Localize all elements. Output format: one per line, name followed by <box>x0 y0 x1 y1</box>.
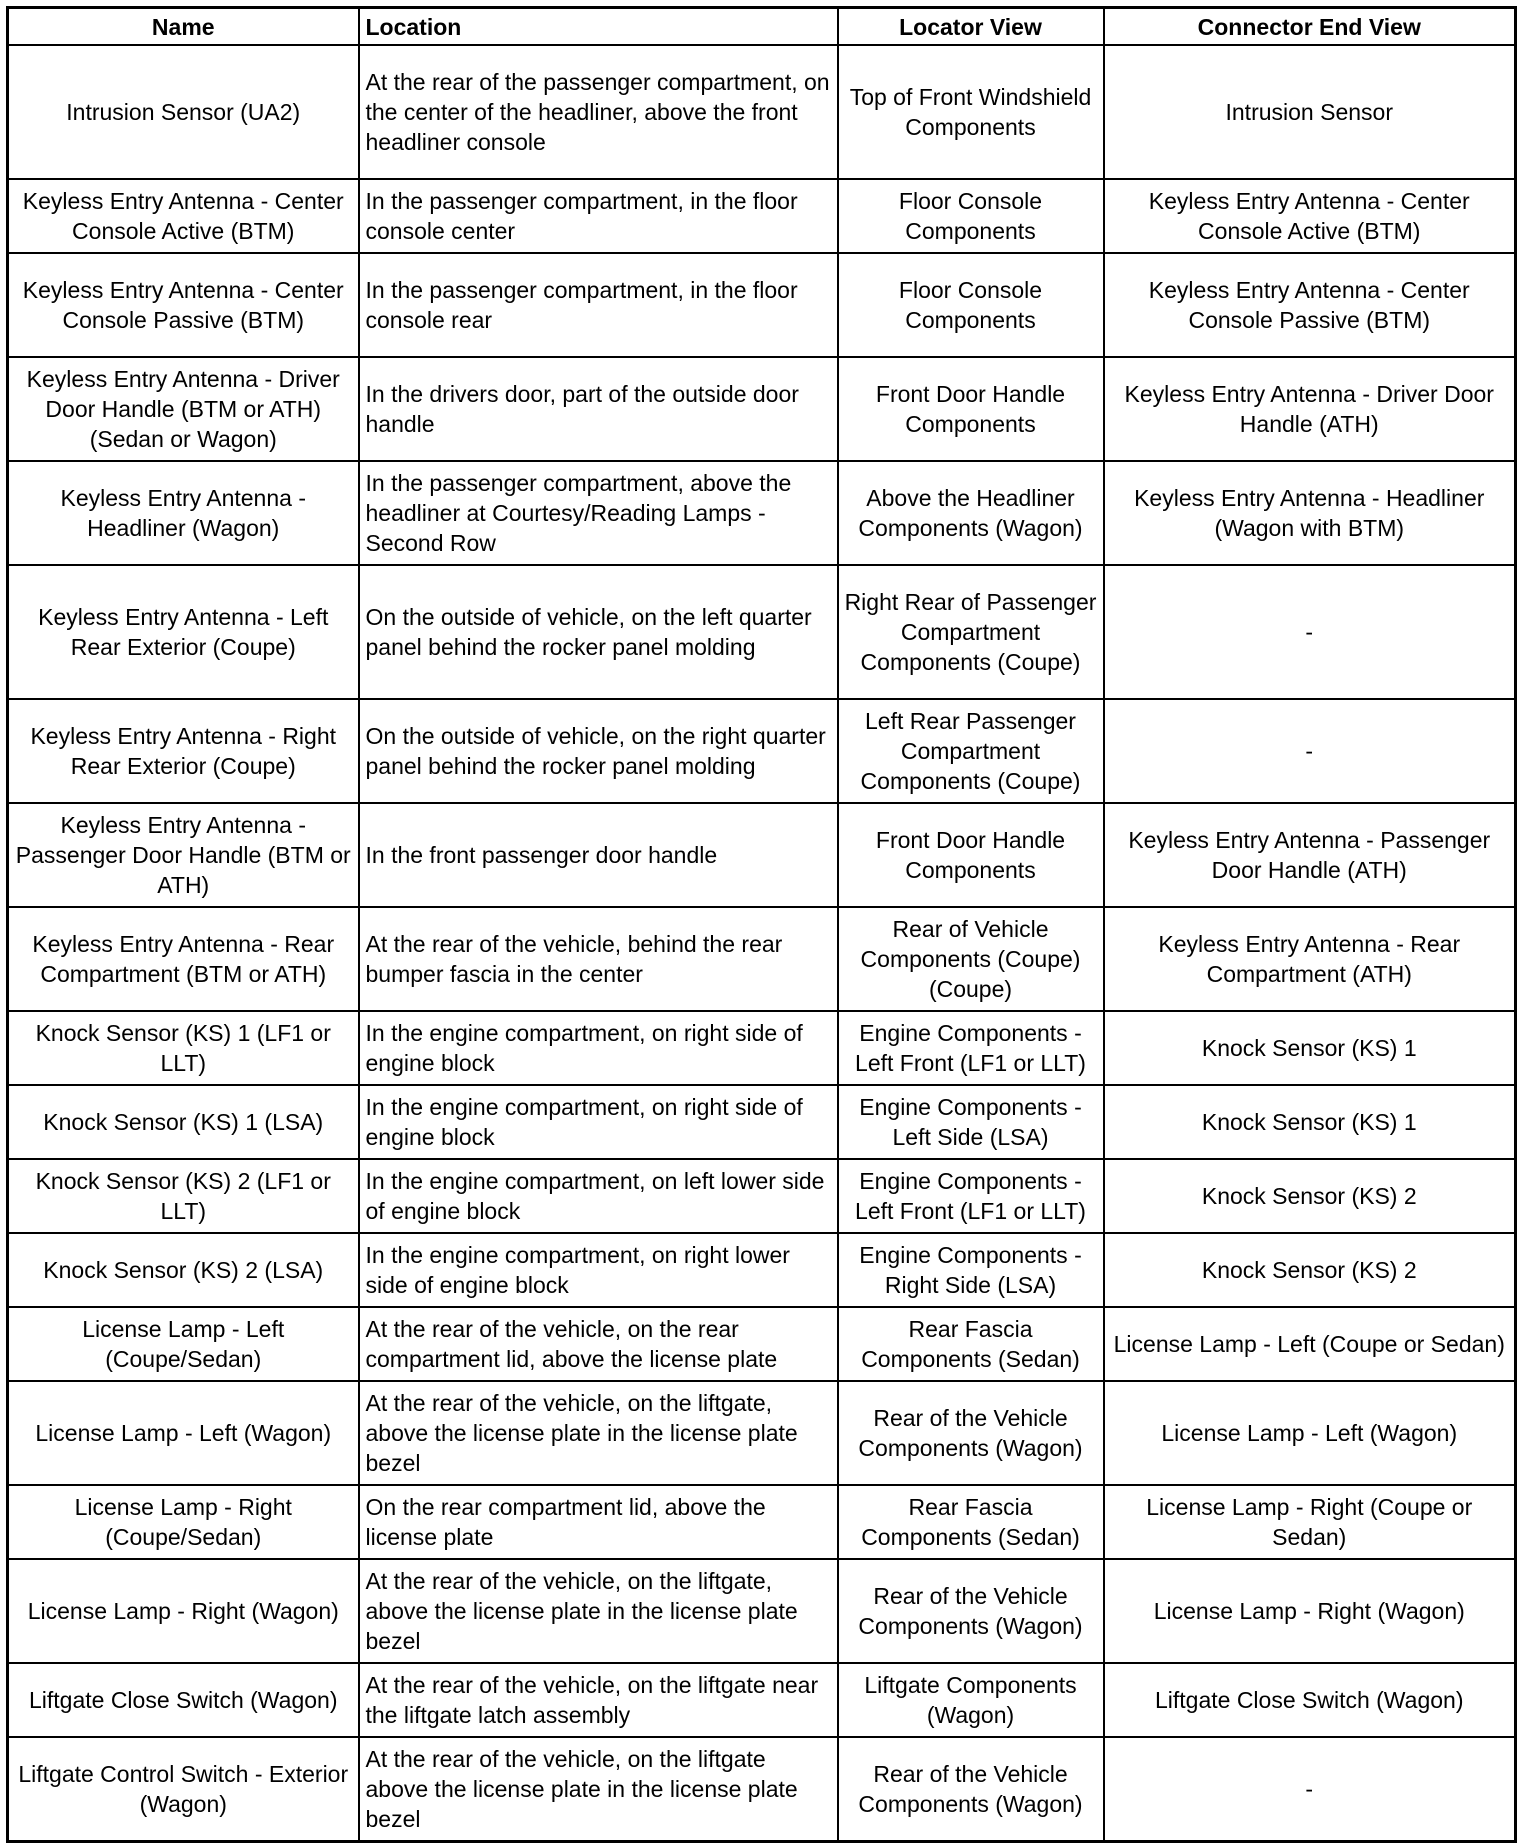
table-row <box>8 461 1516 565</box>
table-row <box>8 907 1516 1011</box>
cell-location: At the rear of the vehicle, on the liftgate, above the license plate in the license plate bezel <box>359 1559 838 1663</box>
cell-name: Keyless Entry Antenna - Center Console Passive (BTM) <box>8 253 359 357</box>
component-locator-table-container <box>6 6 1514 1843</box>
cell-name: License Lamp - Left (Coupe/Sedan) <box>8 1307 359 1381</box>
cell-location: In the passenger compartment, above the headliner at Courtesy/Reading Lamps - Second Row <box>359 461 838 565</box>
cell-name: Intrusion Sensor (UA2) <box>8 45 359 179</box>
cell-name: Keyless Entry Antenna - Right Rear Exterior (Coupe) <box>8 699 359 803</box>
cell-connector-end-view: Keyless Entry Antenna - Center Console Active (BTM) <box>1104 179 1516 253</box>
cell-locator-view: Front Door Handle Components <box>838 357 1104 461</box>
header-locator-view: Locator View <box>838 8 1104 46</box>
component-locator-table <box>6 6 1517 1843</box>
table-row <box>8 1381 1516 1485</box>
cell-location: At the rear of the vehicle, behind the rear bumper fascia in the center <box>359 907 838 1011</box>
table-row <box>8 1307 1516 1381</box>
cell-name: Keyless Entry Antenna - Passenger Door Handle (BTM or ATH) <box>8 803 359 907</box>
cell-locator-view: Above the Headliner Components (Wagon) <box>838 461 1104 565</box>
cell-locator-view: Engine Components - Right Side (LSA) <box>838 1233 1104 1307</box>
table-row <box>8 1559 1516 1663</box>
table-row <box>8 1737 1516 1842</box>
table-row <box>8 357 1516 461</box>
cell-location: At the rear of the passenger compartment, on the center of the headliner, above the front headliner console <box>359 45 838 179</box>
cell-connector-end-view: License Lamp - Right (Wagon) <box>1104 1559 1516 1663</box>
cell-connector-end-view: Knock Sensor (KS) 2 <box>1104 1159 1516 1233</box>
cell-location: On the outside of vehicle, on the left quarter panel behind the rocker panel molding <box>359 565 838 699</box>
cell-location: On the rear compartment lid, above the license plate <box>359 1485 838 1559</box>
cell-location: In the drivers door, part of the outside door handle <box>359 357 838 461</box>
table-row <box>8 1663 1516 1737</box>
cell-connector-end-view: Knock Sensor (KS) 2 <box>1104 1233 1516 1307</box>
table-row <box>8 803 1516 907</box>
cell-locator-view: Engine Components - Left Side (LSA) <box>838 1085 1104 1159</box>
cell-connector-end-view: License Lamp - Left (Coupe or Sedan) <box>1104 1307 1516 1381</box>
cell-locator-view: Rear of the Vehicle Components (Wagon) <box>838 1381 1104 1485</box>
table-row <box>8 1159 1516 1233</box>
cell-locator-view: Rear Fascia Components (Sedan) <box>838 1485 1104 1559</box>
cell-connector-end-view: Keyless Entry Antenna - Center Console Passive (BTM) <box>1104 253 1516 357</box>
cell-location: In the passenger compartment, in the floor console rear <box>359 253 838 357</box>
table-row <box>8 565 1516 699</box>
cell-locator-view: Top of Front Windshield Components <box>838 45 1104 179</box>
table-header-row <box>8 8 1516 46</box>
cell-locator-view: Engine Components - Left Front (LF1 or LLT) <box>838 1011 1104 1085</box>
cell-connector-end-view: License Lamp - Left (Wagon) <box>1104 1381 1516 1485</box>
cell-name: Knock Sensor (KS) 2 (LSA) <box>8 1233 359 1307</box>
cell-name: License Lamp - Left (Wagon) <box>8 1381 359 1485</box>
cell-location: In the engine compartment, on left lower side of engine block <box>359 1159 838 1233</box>
table-row <box>8 1085 1516 1159</box>
cell-name: Keyless Entry Antenna - Headliner (Wagon) <box>8 461 359 565</box>
cell-name: License Lamp - Right (Wagon) <box>8 1559 359 1663</box>
cell-locator-view: Right Rear of Passenger Compartment Components (Coupe) <box>838 565 1104 699</box>
cell-locator-view: Engine Components - Left Front (LF1 or LLT) <box>838 1159 1104 1233</box>
cell-name: License Lamp - Right (Coupe/Sedan) <box>8 1485 359 1559</box>
cell-name: Keyless Entry Antenna - Driver Door Handle (BTM or ATH) (Sedan or Wagon) <box>8 357 359 461</box>
cell-connector-end-view: Intrusion Sensor <box>1104 45 1516 179</box>
cell-connector-end-view: - <box>1104 699 1516 803</box>
header-name: Name <box>8 8 359 46</box>
cell-locator-view: Rear of the Vehicle Components (Wagon) <box>838 1559 1104 1663</box>
table-row <box>8 45 1516 179</box>
cell-connector-end-view: Knock Sensor (KS) 1 <box>1104 1011 1516 1085</box>
table-row <box>8 1485 1516 1559</box>
table-row <box>8 179 1516 253</box>
cell-name: Keyless Entry Antenna - Rear Compartment (BTM or ATH) <box>8 907 359 1011</box>
cell-locator-view: Left Rear Passenger Compartment Components (Coupe) <box>838 699 1104 803</box>
cell-connector-end-view: Keyless Entry Antenna - Headliner (Wagon with BTM) <box>1104 461 1516 565</box>
cell-name: Keyless Entry Antenna - Left Rear Exterior (Coupe) <box>8 565 359 699</box>
cell-name: Knock Sensor (KS) 1 (LSA) <box>8 1085 359 1159</box>
cell-locator-view: Rear of the Vehicle Components (Wagon) <box>838 1737 1104 1842</box>
cell-connector-end-view: Keyless Entry Antenna - Passenger Door Handle (ATH) <box>1104 803 1516 907</box>
cell-location: At the rear of the vehicle, on the rear compartment lid, above the license plate <box>359 1307 838 1381</box>
cell-location: In the engine compartment, on right side of engine block <box>359 1085 838 1159</box>
cell-locator-view: Rear of Vehicle Components (Coupe) (Coupe) <box>838 907 1104 1011</box>
cell-name: Knock Sensor (KS) 1 (LF1 or LLT) <box>8 1011 359 1085</box>
table-row <box>8 253 1516 357</box>
cell-name: Liftgate Control Switch - Exterior (Wagon) <box>8 1737 359 1842</box>
cell-connector-end-view: Keyless Entry Antenna - Driver Door Handle (ATH) <box>1104 357 1516 461</box>
cell-connector-end-view: License Lamp - Right (Coupe or Sedan) <box>1104 1485 1516 1559</box>
cell-locator-view: Liftgate Components (Wagon) <box>838 1663 1104 1737</box>
cell-locator-view: Floor Console Components <box>838 179 1104 253</box>
cell-connector-end-view: - <box>1104 565 1516 699</box>
header-connector-end-view: Connector End View <box>1104 8 1516 46</box>
cell-name: Keyless Entry Antenna - Center Console Active (BTM) <box>8 179 359 253</box>
table-row <box>8 699 1516 803</box>
cell-location: In the engine compartment, on right lower side of engine block <box>359 1233 838 1307</box>
cell-location: In the engine compartment, on right side of engine block <box>359 1011 838 1085</box>
table-row <box>8 1011 1516 1085</box>
cell-locator-view: Floor Console Components <box>838 253 1104 357</box>
cell-connector-end-view: Keyless Entry Antenna - Rear Compartment (ATH) <box>1104 907 1516 1011</box>
cell-name: Knock Sensor (KS) 2 (LF1 or LLT) <box>8 1159 359 1233</box>
cell-location: On the outside of vehicle, on the right quarter panel behind the rocker panel molding <box>359 699 838 803</box>
cell-location: In the front passenger door handle <box>359 803 838 907</box>
cell-location: In the passenger compartment, in the floor console center <box>359 179 838 253</box>
cell-connector-end-view: - <box>1104 1737 1516 1842</box>
cell-connector-end-view: Knock Sensor (KS) 1 <box>1104 1085 1516 1159</box>
cell-location: At the rear of the vehicle, on the liftgate near the liftgate latch assembly <box>359 1663 838 1737</box>
cell-location: At the rear of the vehicle, on the liftgate, above the license plate in the license plate bezel <box>359 1381 838 1485</box>
table-row <box>8 1233 1516 1307</box>
cell-locator-view: Front Door Handle Components <box>838 803 1104 907</box>
header-location: Location <box>359 8 838 46</box>
cell-name: Liftgate Close Switch (Wagon) <box>8 1663 359 1737</box>
cell-connector-end-view: Liftgate Close Switch (Wagon) <box>1104 1663 1516 1737</box>
cell-locator-view: Rear Fascia Components (Sedan) <box>838 1307 1104 1381</box>
cell-location: At the rear of the vehicle, on the liftgate above the license plate in the license plate bezel <box>359 1737 838 1842</box>
